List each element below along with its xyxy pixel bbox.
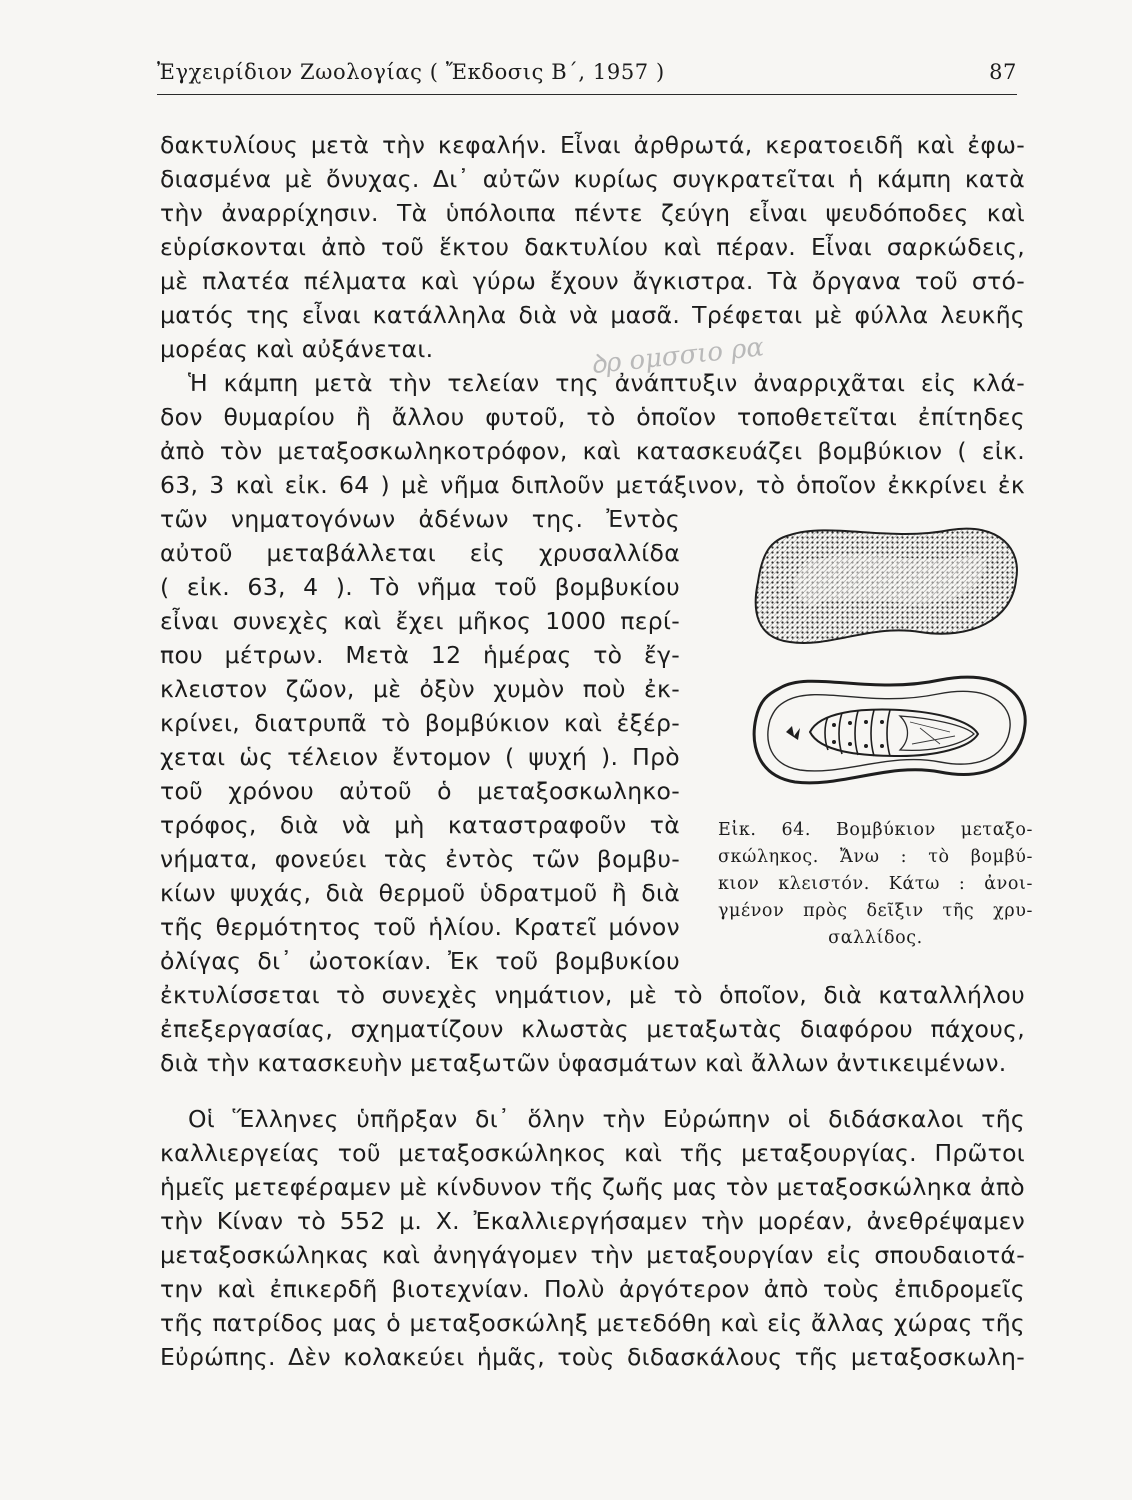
text-line: τὴν Κίναν τὸ 552 μ. Χ. Ἐκαλλιεργήσαμεν τὴν μορέαν, ἀνεθρέψαμεν xyxy=(160,1207,1025,1235)
text-line: μεταξοσκώληκας καὶ ἀνηγάγομεν τὴν μεταξουργίαν εἰς σπουδαιοτά- xyxy=(160,1241,1025,1269)
text-line: τὴν ἀναρρίχησιν. Τὰ ὑπόλοιπα πέντε ζεύγη εἶναι ψευδόποδες καὶ xyxy=(160,199,1025,227)
text-line: αὐτοῦ μεταβάλλεται εἰς χρυσαλλίδα xyxy=(160,539,680,567)
page-number: 87 xyxy=(989,60,1017,84)
caption-line: κιον κλειστόν. Κάτω : ἀνοι- xyxy=(718,874,1033,894)
text-line: Ἡ κάμπη μετὰ τὴν τελείαν της ἀνάπτυξιν ἀναρριχᾶται εἰς κλά- xyxy=(188,369,1025,397)
caption-line: Εἰκ. 64. Βομβύκιον μεταξο- xyxy=(718,820,1033,840)
text-line: δακτυλίους μετὰ τὴν κεφαλήν. Εἶναι ἀρθρωτά, κερατοειδῆ καὶ ἐφω- xyxy=(160,131,1025,159)
text-line: κρίνει, διατρυπᾶ τὸ βομβύκιον καὶ ἐξέρ- xyxy=(160,709,680,737)
text-line: ( εἰκ. 63, 4 ). Τὸ νῆμα τοῦ βομβυκίου xyxy=(160,573,680,601)
text-line: την καὶ ἐπικερδῆ βιοτεχνίαν. Πολὺ ἀργότερον ἀπὸ τοὺς ἐπιδρομεῖς xyxy=(160,1275,1025,1303)
text-line: 63, 3 καὶ εἰκ. 64 ) μὲ νῆμα διπλοῦν μετάξινον, τὸ ὁποῖον ἐκκρίνει ἐκ xyxy=(160,471,1025,499)
text-line: ματός της εἶναι κατάλληλα διὰ νὰ μασᾶ. Τρέφεται μὲ φύλλα λευκῆς xyxy=(160,301,1025,329)
text-line: τοῦ χρόνου αὐτοῦ ὁ μεταξοσκωληκο- xyxy=(160,777,680,805)
caption-line: σκώληκος. Ἄνω : τὸ βομβύ- xyxy=(718,847,1033,867)
text-line: διὰ τὴν κατασκευὴν μεταξωτῶν ὑφασμάτων καὶ ἄλλων ἀντικειμένων. xyxy=(160,1049,1007,1077)
text-line: ὀλίγας δι᾽ ὠοτοκίαν. Ἐκ τοῦ βομβυκίου xyxy=(160,947,680,975)
text-line: δον θυμαρίου ἢ ἄλλου φυτοῦ, τὸ ὁποῖον τοποθετεῖται ἐπίτηδες xyxy=(160,403,1025,431)
open-cocoon-drawing xyxy=(754,677,1025,783)
text-line: ἡμεῖς μετεφέραμεν μὲ κίνδυνον τῆς ζωῆς μας τὸν μεταξοσκώληκα ἀπὸ xyxy=(160,1173,1025,1201)
cocoon-figure xyxy=(750,520,1030,800)
caption-line: σαλλίδος. xyxy=(828,928,923,948)
text-line: κίων ψυχάς, διὰ θερμοῦ ὑδρατμοῦ ἢ διὰ xyxy=(160,879,680,907)
text-line: ἀπὸ τὸν μεταξοσκωληκοτρόφον, καὶ κατασκευάζει βομβύκιον ( εἰκ. xyxy=(160,437,1025,465)
figure-caption xyxy=(718,817,1033,952)
closed-cocoon-drawing xyxy=(756,529,1017,643)
text-line: διασμένα μὲ ὄνυχας. Δι᾽ αὐτῶν κυρίως συγκρατεῖται ἡ κάμπη κατὰ xyxy=(160,165,1025,193)
text-line: τρόφος, διὰ νὰ μὴ καταστραφοῦν τὰ xyxy=(160,811,680,839)
caption-line: γμένον πρὸς δεῖξιν τῆς χρυ- xyxy=(718,901,1033,921)
text-line: ἐκτυλίσσεται τὸ συνεχὲς νημάτιον, μὲ τὸ ὁποῖον, διὰ καταλλήλου xyxy=(160,981,1025,1009)
running-title: Ἐγχειρίδιον Ζωολογίας ( Ἔκδοσις Β΄, 1957 ) xyxy=(157,60,665,84)
text-line: ἐπεξεργασίας, σχηματίζουν κλωστὰς μεταξωτὰς διαφόρου πάχους, xyxy=(160,1015,1025,1043)
text-line: τῶν νηματογόνων ἀδένων της. Ἐντὸς xyxy=(160,505,680,533)
text-line: κλειστον ζῶον, μὲ ὀξὺν χυμὸν ποὺ ἐκ- xyxy=(160,675,680,703)
text-line: τῆς πατρίδος μας ὁ μεταξοσκώληξ μετεδόθη καὶ εἰς ἄλλας χώρας τῆς xyxy=(160,1309,1025,1337)
text-line: εἶναι συνεχὲς καὶ ἔχει μῆκος 1000 περί- xyxy=(160,607,680,635)
pencil-annotation: ꝺρ ομσσιο ρα xyxy=(588,332,766,381)
text-line: νήματα, φονεύει τὰς ἐντὸς τῶν βομβυ- xyxy=(160,845,680,873)
text-line: που μέτρων. Μετὰ 12 ἡμέρας τὸ ἔγ- xyxy=(160,641,680,669)
text-line: χεται ὡς τέλειον ἔντομον ( ψυχή ). Πρὸ xyxy=(160,743,680,771)
text-line: Οἱ Ἕλληνες ὑπῆρξαν δι᾽ ὅλην τὴν Εὐρώπην οἱ διδάσκαλοι τῆς xyxy=(188,1105,1025,1133)
text-line: τῆς θερμότητος τοῦ ἡλίου. Κρατεῖ μόνον xyxy=(160,913,680,941)
text-line: μορέας καὶ αὐξάνεται. xyxy=(160,335,434,363)
text-line: εὑρίσκονται ἀπὸ τοῦ ἕκτου δακτυλίου καὶ πέραν. Εἶναι σαρκώδεις, xyxy=(160,233,1025,261)
text-line: καλλιεργείας τοῦ μεταξοσκώληκος καὶ τῆς μεταξουργίας. Πρῶτοι xyxy=(160,1139,1025,1167)
running-header xyxy=(157,58,1017,95)
text-line: Εὐρώπης. Δὲν κολακεύει ἡμᾶς, τοὺς διδασκάλους τῆς μεταξοσκωλη- xyxy=(160,1343,1025,1371)
text-line: μὲ πλατέα πέλματα καὶ γύρω ἔχουν ἄγκιστρα. Τὰ ὄργανα τοῦ στό- xyxy=(160,267,1025,295)
